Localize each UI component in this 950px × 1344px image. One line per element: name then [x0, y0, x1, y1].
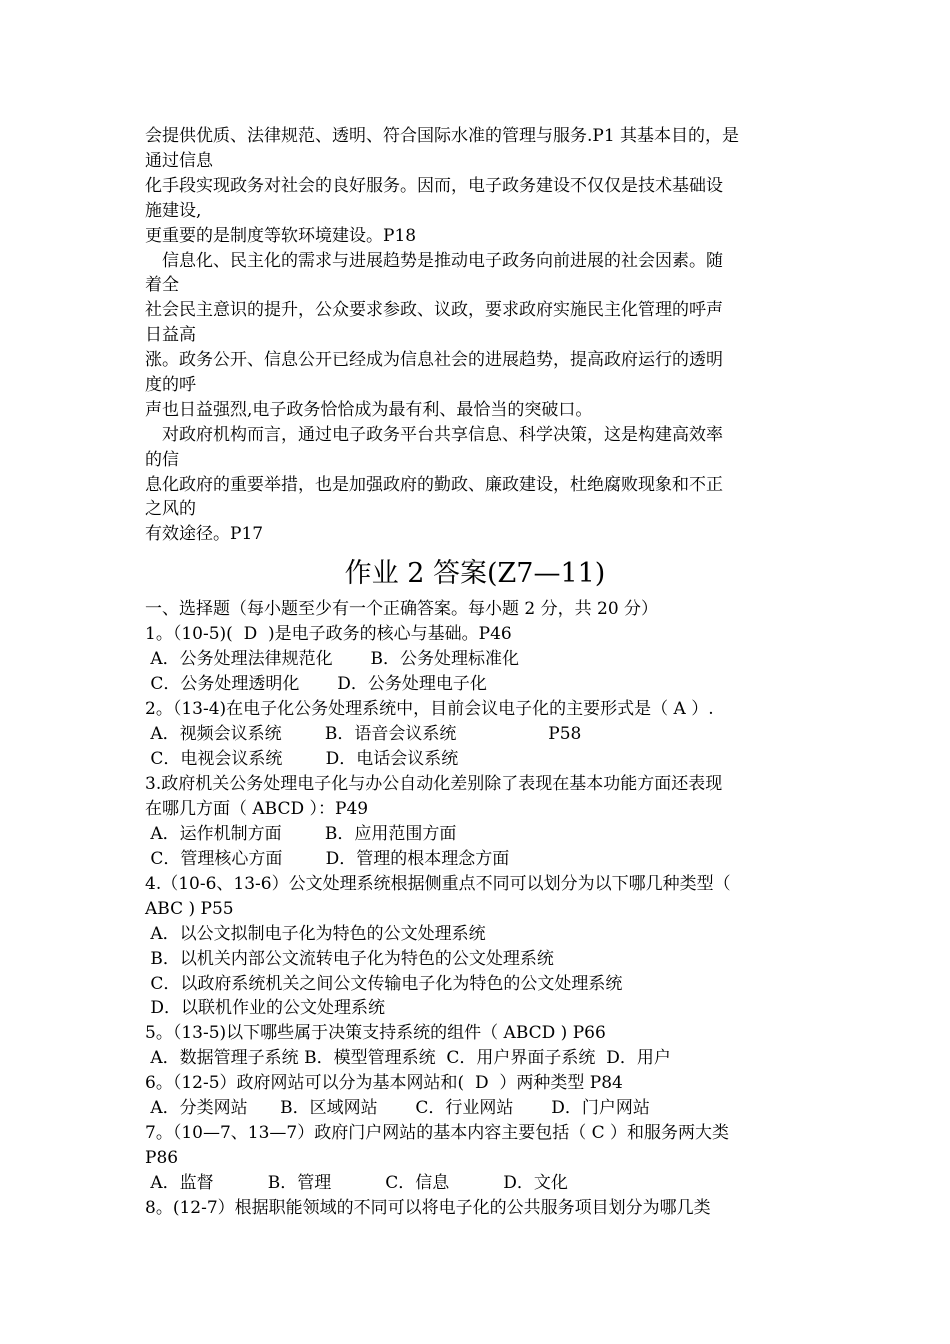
question-line: A．分类网站 B．区域网站 C．行业网站 D．门户网站	[145, 1098, 650, 1118]
question-line: C．公务处理透明化 D．公务处理电子化	[145, 674, 487, 694]
intro-line: 对政府机构而言，通过电子政务平台共享信息、科学决策，这是构建高效率	[145, 425, 723, 445]
question-line: 3.政府机关公务处理电子化与办公自动化差别除了表现在基本功能方面还表现	[145, 774, 723, 794]
question-line: D．以联机作业的公文处理系统	[145, 998, 386, 1018]
intro-line: 涨。政务公开、信息公开已经成为信息社会的进展趋势，提高政府运行的透明	[145, 350, 723, 370]
intro-line: 日益高	[145, 325, 196, 345]
question-line: C．以政府系统机关之间公文传输电子化为特色的公文处理系统	[145, 974, 623, 994]
question-line: A．视频会议系统 B．语音会议系统 P58	[145, 724, 582, 744]
question-line: 一、选择题（每小题至少有一个正确答案。每小题 2 分，共 20 分）	[145, 599, 659, 619]
question-line: 7。（10—7、13—7）政府门户网站的基本内容主要包括（ C ）和服务两大类	[145, 1123, 730, 1143]
question-line: A．监督 B．管理 C．信息 D．文化	[145, 1173, 568, 1193]
question-line: A．运作机制方面 B．应用范围方面	[145, 824, 457, 844]
question-line: 2。（13-4)在电子化公务处理系统中，目前会议电子化的主要形式是（ A ）.	[145, 699, 714, 719]
intro-line: 之风的	[145, 499, 196, 519]
question-line: 6。（12-5）政府网站可以分为基本网站和( D ）两种类型 P84	[145, 1073, 623, 1093]
question-line: A．数据管理子系统 B．模型管理系统 C．用户界面子系统 D．用户	[145, 1048, 671, 1068]
section-title: 作业 2 答案(Z7—11)	[344, 558, 606, 589]
intro-line: 度的呼	[145, 375, 196, 395]
intro-line: 有效途径。P17	[145, 524, 264, 544]
question-line: 5。（13-5)以下哪些属于决策支持系统的组件（ ABCD ) P66	[145, 1023, 606, 1043]
intro-line: 息化政府的重要举措，也是加强政府的勤政、廉政建设，杜绝腐败现象和不正	[145, 475, 723, 495]
question-line: A．公务处理法律规范化 B．公务处理标准化	[145, 649, 519, 669]
intro-line: 更重要的是制度等软环境建设。P18	[145, 226, 417, 246]
question-line: 1。（10-5)( D )是电子政务的核心与基础。P46	[145, 624, 512, 644]
intro-line: 的信	[145, 450, 179, 470]
question-line: A．以公文拟制电子化为特色的公文处理系统	[145, 924, 486, 944]
intro-line: 通过信息	[145, 151, 213, 171]
intro-line: 声也日益强烈,电子政务恰恰成为最有利、最恰当的突破口。	[145, 400, 593, 420]
question-line: B．以机关内部公文流转电子化为特色的公文处理系统	[145, 949, 554, 969]
intro-line: 信息化、民主化的需求与进展趋势是推动电子政务向前进展的社会因素。随	[145, 251, 723, 271]
question-line: C．管理核心方面 D．管理的根本理念方面	[145, 849, 510, 869]
intro-line: 化手段实现政务对社会的良好服务。因而，电子政务建设不仅仅是技术基础设	[145, 176, 723, 196]
question-line: C．电视会议系统 D．电话会议系统	[145, 749, 459, 769]
intro-line: 社会民主意识的提升，公众要求参政、议政，要求政府实施民主化管理的呼声	[145, 300, 723, 320]
question-line: P86	[145, 1148, 179, 1168]
question-line: 在哪几方面（ ABCD ）：P49	[145, 799, 369, 819]
question-line: 4.（10-6、13-6）公文处理系统根据侧重点不同可以划分为以下哪几种类型（	[145, 874, 731, 894]
intro-line: 施建设,	[145, 201, 202, 221]
question-line: ABC ) P55	[145, 899, 234, 919]
intro-line: 会提供优质、法律规范、透明、符合国际水准的管理与服务.P1 其基本目的，是	[145, 126, 740, 146]
question-line: 8。(12-7）根据职能领域的不同可以将电子化的公共服务项目划分为哪几类	[145, 1198, 711, 1218]
intro-line: 着全	[145, 275, 179, 295]
